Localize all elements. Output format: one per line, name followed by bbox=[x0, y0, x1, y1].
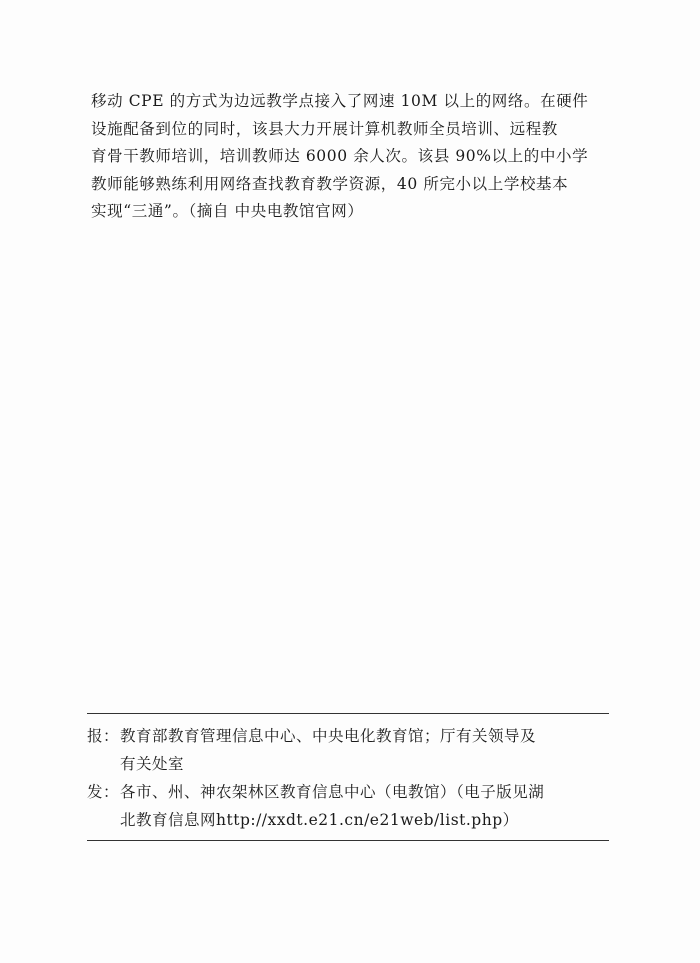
send-to-label: 发： bbox=[87, 783, 120, 801]
body-line: 育骨干教师培训，培训教师达 6000 余人次。该县 90%以上的中小学 bbox=[91, 147, 589, 165]
report-to-line: 有关处室 bbox=[120, 755, 185, 773]
report-to-label: 报： bbox=[87, 727, 120, 745]
distribution-footer bbox=[87, 713, 609, 841]
body-line: 实现“三通”。（摘自 中央电教馆官网） bbox=[91, 202, 364, 220]
report-to-entry bbox=[87, 722, 609, 778]
footer-top-rule bbox=[87, 713, 609, 714]
body-line: 移动 CPE 的方式为边远教学点接入了网速 10M 以上的网络。在硬件 bbox=[91, 92, 589, 110]
send-to-line: 各市、州、神农架林区教育信息中心（电教馆）（电子版见湖 bbox=[120, 783, 545, 801]
footer-bottom-rule bbox=[87, 840, 609, 841]
body-line: 教师能够熟练利用网络查找教育教学资源，40 所完小以上学校基本 bbox=[91, 174, 569, 193]
send-to-entry bbox=[87, 778, 609, 834]
body-line: 设施配备到位的同时，该县大力开展计算机教师全员培训、远程教 bbox=[91, 119, 558, 138]
send-to-line: 北教育信息网http://xxdt.e21.cn/e21web/list.php） bbox=[120, 811, 519, 829]
body-paragraph bbox=[91, 88, 611, 226]
report-to-line: 教育部教育管理信息中心、中央电化教育馆；厅有关领导及 bbox=[120, 727, 537, 745]
